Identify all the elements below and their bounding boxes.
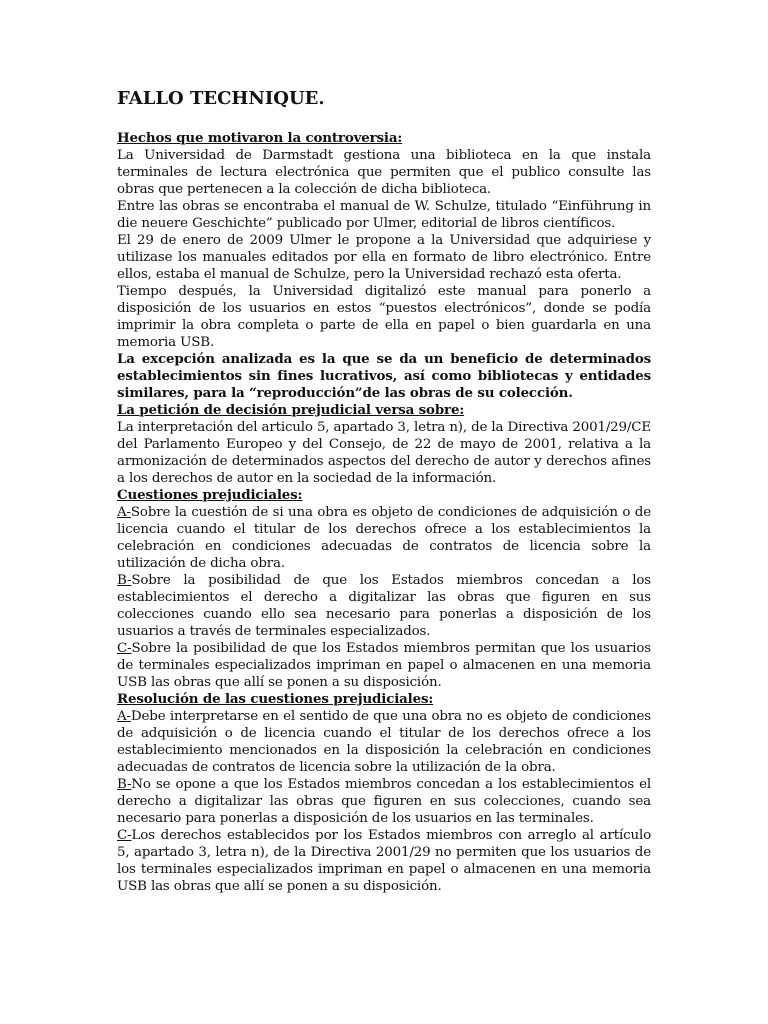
item-text: Sobre la posibilidad de que los Estados miembros permitan que los usuarios de terminales especializados impriman en papel o almacenen en una memoria USB las obras que allí se ponen a su disposición. — [117, 641, 651, 690]
hechos-paragraph: Tiempo después, la Universidad digitalizó este manual para ponerlo a disposición de los usuarios en estos “puestos electrónicos”, donde se podía imprimir la obra completa o parte de ella en papel o bien guardarla en una memoria USB. — [117, 284, 651, 350]
resolucion-item — [117, 827, 651, 895]
item-text: No se opone a que los Estados miembros concedan a los establecimientos el derecho a digitalizar las obras que figuren en sus colecciones, cuando sea necesario para ponerlas a disposición de los usuarios en las terminales. — [117, 777, 651, 826]
section-heading-peticion: La petición de decisión prejudicial versa sobre: — [117, 402, 465, 418]
resolucion-item — [117, 708, 651, 776]
item-text: Debe interpretarse en el sentido de que una obra no es objeto de condiciones de adquisición o de licencia cuando el titular de los derechos ofrece a los establecimiento mencionados en la disposición la celebración en condiciones adecuadas de contratos de licencia sobre la utilización de la obra. — [117, 709, 651, 775]
section-heading-resolucion: Resolución de las cuestiones prejudiciales: — [117, 691, 434, 707]
peticion-paragraph: La interpretación del articulo 5, apartado 3, letra n), de la Directiva 2001/29/CE del Parlamento Europeo y del Consejo, de 22 de mayo de 2001, relativa a la armonización de determinados aspectos del derecho de autor y derechos afines a los derechos de autor en la sociedad de la información. — [117, 420, 651, 486]
item-label: A- — [117, 709, 131, 724]
item-label: A- — [117, 505, 131, 520]
cuestion-item — [117, 640, 651, 691]
resolucion-item — [117, 776, 651, 827]
excepcion-emphasis: La excepción analizada es la que se da un beneficio de determinados establecimientos sin fines lucrativos, así como bibliotecas y entidades similares, para la “reproducción”de las obras de su colección. — [117, 351, 651, 401]
hechos-paragraph: La Universidad de Darmstadt gestiona una biblioteca en la que instala terminales de lectura electrónica que permiten que el publico consulte las obras que pertenecen a la colección de dicha biblioteca. — [117, 148, 651, 197]
item-text: Sobre la posibilidad de que los Estados miembros concedan a los establecimientos el derecho a digitalizar las obras que figuren en sus colecciones cuando ello sea necesario para ponerlas a disposición de los usuarios a través de terminales especializados. — [117, 573, 651, 639]
item-label: C- — [117, 641, 132, 656]
cuestion-item — [117, 504, 651, 572]
hechos-paragraph: Entre las obras se encontraba el manual de W. Schulze, titulado “Einführung in die neuere Geschichte” publicado por Ulmer, editorial de libros científicos. — [117, 199, 651, 231]
section-heading-hechos: Hechos que motivaron la controversia: — [117, 130, 403, 146]
item-text: Los derechos establecidos por los Estados miembros con arreglo al artículo 5, apartado 3, letra n), de la Directiva 2001/29 no permiten que los usuarios de los terminales especializados impriman en papel o almacenen en una memoria USB las obras que allí se ponen a su disposición. — [117, 828, 651, 894]
document-title: FALLO TECHNIQUE. — [117, 88, 325, 109]
item-label: B- — [117, 777, 132, 792]
item-label: C- — [117, 828, 132, 843]
hechos-paragraph: El 29 de enero de 2009 Ulmer le propone a la Universidad que adquiriese y utilizase los manuales editados por ella en formato de libro electrónico. Entre ellos, estaba el manual de Schulze, pero la Universidad rechazó esta oferta. — [117, 233, 651, 282]
item-label: B- — [117, 573, 132, 588]
item-text: Sobre la cuestión de si una obra es objeto de condiciones de adquisición o de licencia cuando el titular de los derechos ofrece a los establecimientos la celebración en condiciones adecuadas de contratos de licencia sobre la utilización de dicha obra. — [117, 505, 651, 571]
document-body — [117, 88, 651, 895]
cuestion-item — [117, 572, 651, 640]
section-heading-cuestiones: Cuestiones prejudiciales: — [117, 487, 303, 503]
